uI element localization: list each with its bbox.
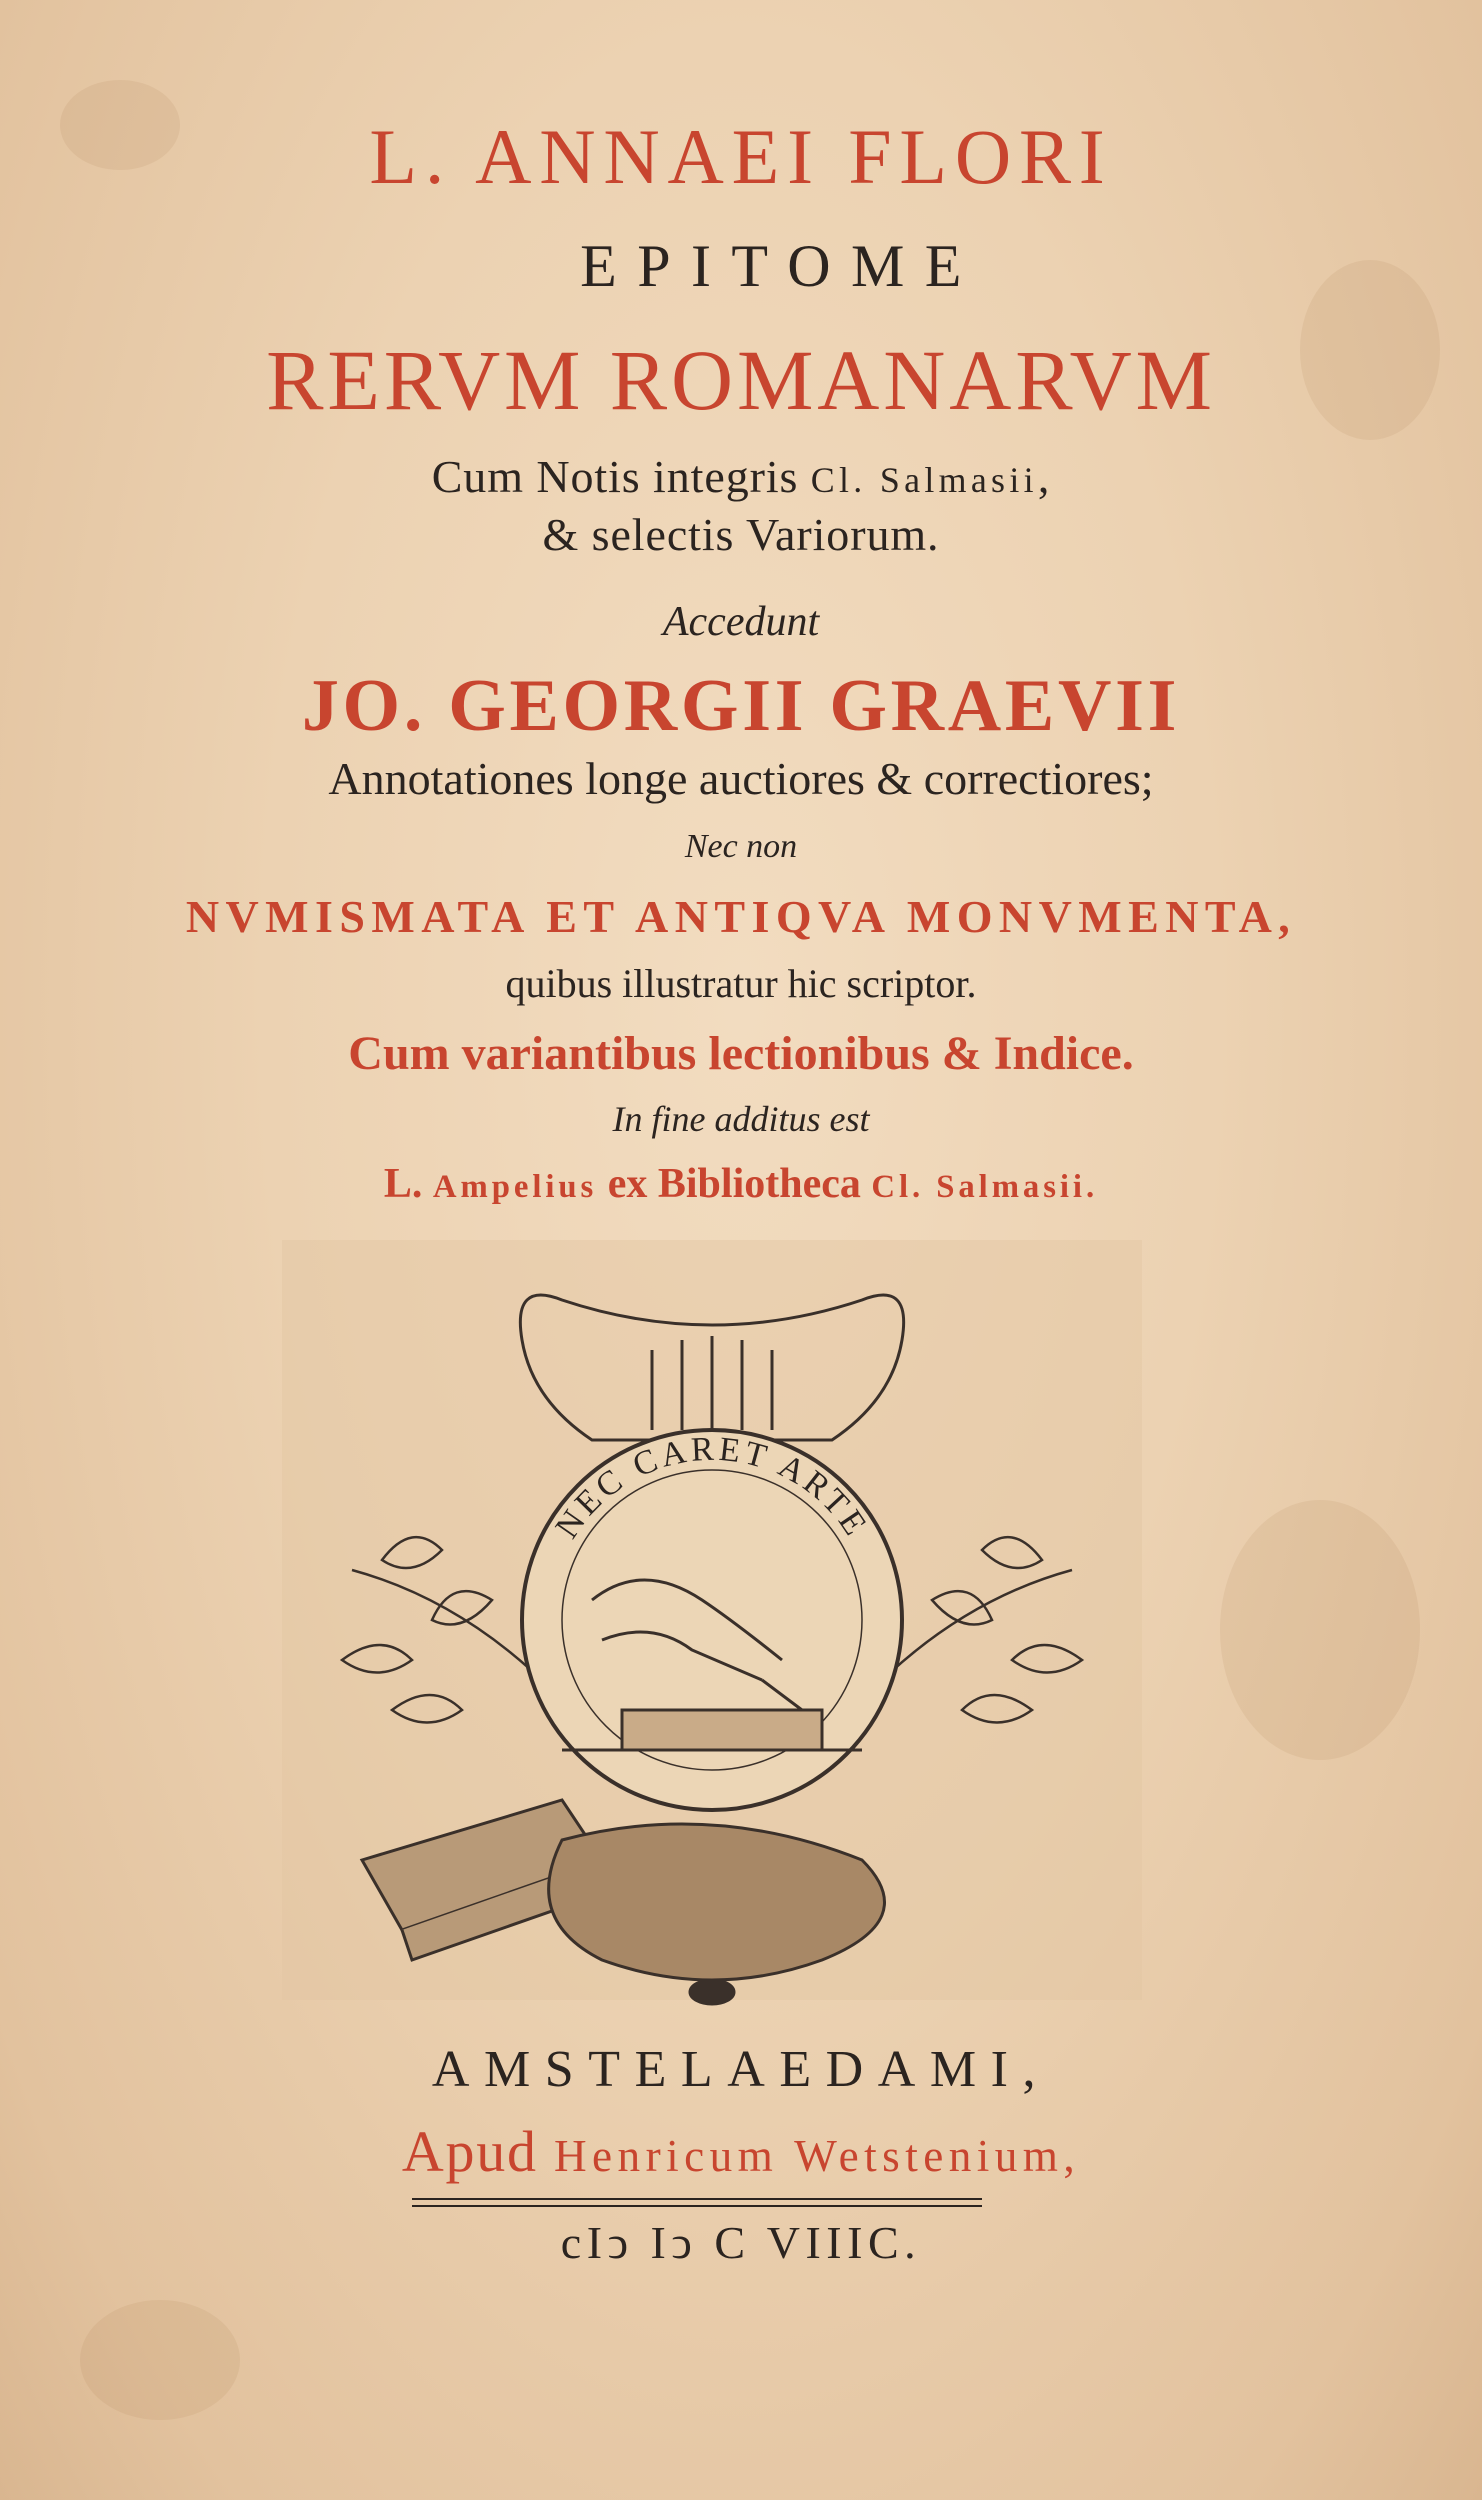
- author-line: L. ANNAEI FLORI: [369, 113, 1113, 200]
- variantibus-line: Cum variantibus lectionibus & Indice.: [348, 1027, 1134, 1080]
- notes-text: Cum Notis integris: [431, 451, 811, 502]
- work-title-line: RERVM ROMANARVM: [266, 332, 1216, 428]
- in-fine-line: In fine additus est: [612, 1099, 870, 1139]
- ampelius-prefix: L.: [383, 1161, 433, 1207]
- publisher-name: Henricum Wetstenium,: [553, 2131, 1081, 2181]
- graevius-line: JO. GEORGII GRAEVII: [301, 665, 1181, 747]
- salmasius-name: Cl. Salmasii: [810, 460, 1038, 500]
- double-rule-divider: [412, 2198, 982, 2207]
- ampelius-line: [0, 1160, 1482, 1208]
- variorum-line: & selectis Variorum.: [542, 509, 940, 560]
- annotationes-line: Annotationes longe auctiores & correctiores;: [328, 753, 1154, 804]
- imprint-publisher: [0, 2118, 1482, 2185]
- notes-line: [0, 450, 1482, 503]
- accedunt-line: Accedunt: [662, 599, 820, 645]
- epitome-line: EPITOME: [580, 233, 982, 299]
- quibus-line: quibus illustratur hic scriptor.: [505, 961, 977, 1006]
- printer-device-vignette: [262, 1240, 1162, 2040]
- ampelius-salmasius: Cl. Salmasii.: [871, 1169, 1099, 1205]
- imprint-date: cIↄ Iↄ C VIIIC.: [560, 2217, 922, 2268]
- numismata-line: NVMISMATA ET ANTIQVA MONVMENTA,: [185, 891, 1297, 942]
- paper-stain: [80, 2300, 240, 2420]
- publisher-prefix: Apud: [401, 2119, 554, 2184]
- motto-text: NEC CARET ARTE: [548, 1430, 876, 1546]
- paper-stain: [1220, 1500, 1420, 1760]
- imprint-city: AMSTELAEDAMI,: [431, 2041, 1051, 2098]
- ampelius-source: ex Bibliotheca: [597, 1161, 872, 1207]
- nec-non-line: Nec non: [684, 828, 798, 865]
- ampelius-name: Ampelius: [432, 1169, 598, 1205]
- notes-comma: ,: [1037, 451, 1051, 502]
